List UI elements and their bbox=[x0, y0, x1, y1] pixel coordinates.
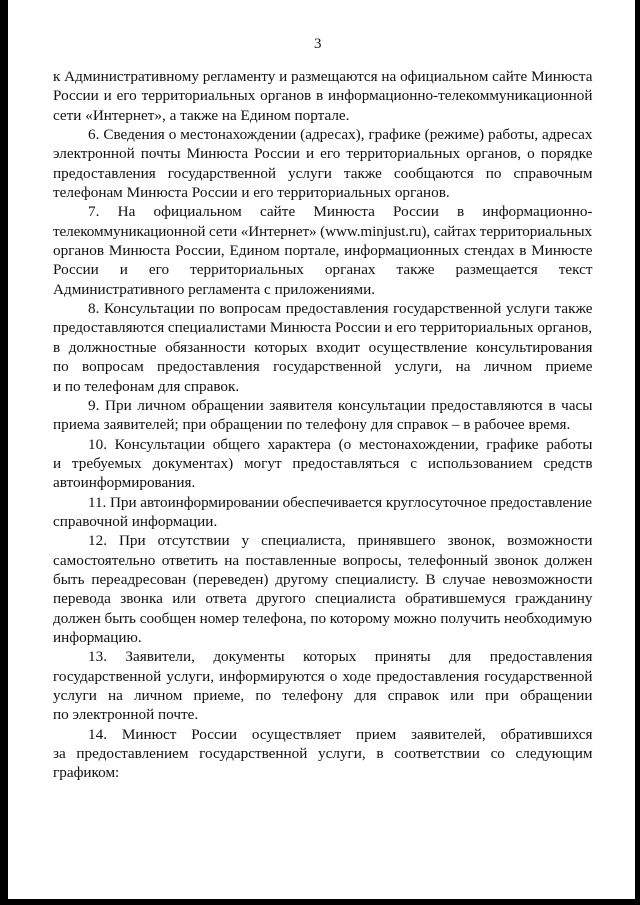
text-line-content: приема заявителей; при обращении по телефону для справок – в рабочее время. bbox=[53, 416, 571, 434]
text-line bbox=[53, 551, 593, 570]
text-line bbox=[53, 125, 593, 144]
paragraph bbox=[53, 299, 593, 396]
text-line-content: по вопросам предоставления государственной услуги, на личном приеме bbox=[53, 358, 593, 376]
text-line bbox=[53, 686, 593, 705]
text-line bbox=[53, 260, 593, 279]
text-line-content: 6. Сведения о местонахождении (адресах), графике (режиме) работы, адресах bbox=[88, 126, 593, 144]
text-line bbox=[53, 705, 593, 724]
text-line-content: по электронной почте. bbox=[53, 706, 199, 724]
text-line bbox=[53, 377, 593, 396]
text-line bbox=[53, 222, 593, 241]
text-line bbox=[53, 435, 593, 454]
text-line-content: должен быть сообщен номер телефона, по которому можно получить необходимую bbox=[53, 609, 592, 627]
text-line bbox=[53, 183, 593, 202]
text-line bbox=[53, 144, 593, 163]
text-line bbox=[53, 318, 593, 337]
text-line-content: предоставления государственной услуги также сообщаются по справочным bbox=[53, 164, 593, 182]
text-line-content: быть переадресован (переведен) другому специалисту. В случае невозможности bbox=[53, 570, 593, 588]
document-body bbox=[53, 67, 593, 783]
text-line-content: перевода звонка или ответа другого специалиста обратившемуся гражданину bbox=[53, 590, 593, 608]
text-line bbox=[53, 86, 593, 105]
page-number: 3 bbox=[314, 36, 322, 52]
paragraph bbox=[53, 435, 593, 493]
text-line bbox=[53, 106, 593, 125]
text-line bbox=[53, 280, 593, 299]
text-line-content: и требуемых документах) могут предоставляться с использованием средств bbox=[53, 454, 593, 472]
paragraph bbox=[53, 647, 593, 724]
text-line bbox=[53, 299, 593, 318]
text-line bbox=[53, 531, 593, 550]
text-line-content: предоставляются специалистами Минюста России и его территориальных органов, bbox=[53, 319, 592, 337]
text-line bbox=[53, 512, 593, 531]
text-line bbox=[53, 164, 593, 183]
paragraph bbox=[53, 67, 593, 125]
text-line bbox=[53, 744, 593, 763]
text-line bbox=[53, 628, 593, 647]
text-line bbox=[53, 609, 593, 628]
text-line-content: услуги на личном приеме, по телефону для справок или при обращении bbox=[53, 687, 593, 704]
text-line-content: телефонам Минюста России и его территориальных органов. bbox=[53, 184, 450, 202]
text-line bbox=[53, 396, 593, 415]
text-line-content: России и его территориальных органов в информационно-телекоммуникационной bbox=[53, 87, 593, 105]
text-line bbox=[53, 338, 593, 357]
text-line-content: в должностные обязанности которых входит осуществление консультирования bbox=[53, 338, 593, 356]
text-line-content: электронной почты Минюста России и его территориальных органов, о порядке bbox=[53, 145, 593, 163]
text-line bbox=[53, 241, 593, 260]
text-line-content: сети «Интернет», а также на Едином портале. bbox=[53, 106, 350, 124]
text-line-content: справочной информации. bbox=[53, 512, 218, 530]
paragraph bbox=[53, 725, 593, 783]
text-line bbox=[53, 415, 593, 434]
text-line-content: органов Минюста России, Едином портале, информационных стендах в Минюсте bbox=[53, 242, 593, 260]
text-line-content: 14. Минюст России осуществляет прием заявителей, обратившихся bbox=[88, 725, 593, 743]
text-line-content: России и его территориальных органах также размещается текст bbox=[53, 261, 593, 279]
text-line-content: Административного регламента с приложениями. bbox=[53, 280, 376, 298]
text-line bbox=[53, 473, 593, 492]
paragraph bbox=[53, 125, 593, 202]
text-line-content: графиком: bbox=[53, 764, 120, 782]
text-line bbox=[53, 454, 593, 473]
text-line-content: государственной услуги, информируются о ходе предоставления государственной bbox=[53, 667, 593, 685]
paragraph bbox=[53, 531, 593, 647]
text-line-content: 9. При личном обращении заявителя консультации предоставляются в часы bbox=[88, 396, 593, 414]
text-line-content: автоинформирования. bbox=[53, 474, 196, 492]
text-line bbox=[53, 570, 593, 589]
text-line bbox=[53, 67, 593, 86]
text-line bbox=[53, 647, 593, 666]
text-line bbox=[53, 493, 593, 512]
text-line bbox=[53, 667, 593, 686]
text-line-content: 7. На официальном сайте Минюста России в информационно- bbox=[88, 203, 593, 221]
text-line-content: 12. При отсутствии у специалиста, принявшего звонок, возможности bbox=[88, 532, 593, 550]
text-line-content: 11. При автоинформировании обеспечивается круглосуточное предоставление bbox=[88, 493, 592, 511]
text-line-content: 8. Консультации по вопросам предоставления государственной услуги также bbox=[88, 300, 593, 318]
paragraph bbox=[53, 202, 593, 299]
text-line bbox=[53, 589, 593, 608]
text-line-content: телекоммуникационной сети «Интернет» (www.minjust.ru), сайтах территориальных bbox=[53, 222, 592, 240]
text-line bbox=[53, 202, 593, 221]
text-line-content: к Административному регламенту и размещаются на официальном сайте Минюста bbox=[53, 68, 593, 85]
text-line-content: и по телефонам для справок. bbox=[53, 377, 240, 395]
text-line-content: 13. Заявители, документы которых приняты для предоставления bbox=[88, 648, 593, 666]
text-line-content: за предоставлением государственной услуги, в соответствии со следующим bbox=[53, 745, 593, 763]
text-line-content: самостоятельно ответить на поставленные вопросы, телефонный звонок должен bbox=[53, 551, 593, 569]
paragraph bbox=[53, 396, 593, 435]
text-line-content: информацию. bbox=[53, 628, 142, 646]
text-line bbox=[53, 763, 593, 782]
text-line bbox=[53, 725, 593, 744]
paragraph bbox=[53, 493, 593, 532]
text-line bbox=[53, 357, 593, 376]
text-line-content: 10. Консультации общего характера (о местонахождении, графике работы bbox=[88, 435, 593, 453]
document-page bbox=[8, 0, 635, 899]
